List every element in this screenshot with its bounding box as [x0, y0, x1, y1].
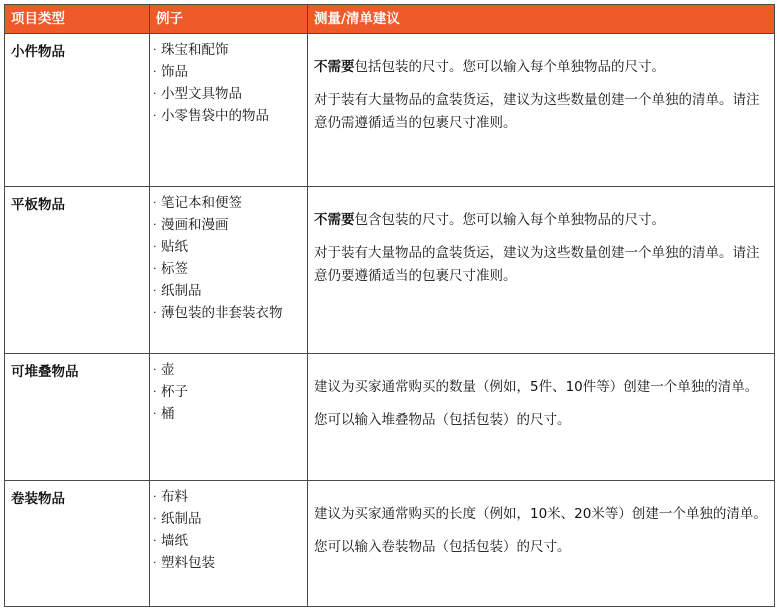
bullet-icon: · [153, 556, 157, 569]
advice-cell [308, 187, 775, 354]
table-row [5, 481, 775, 607]
bullet-icon: · [153, 512, 157, 525]
advice-paragraph: 建议为买家通常购买的数量（例如，5件、10件等）创建一个单独的清单。 [314, 379, 759, 395]
examples-cell [150, 187, 308, 354]
table-row [5, 354, 775, 481]
list-item: · 小型文具物品 [153, 83, 305, 105]
bullet-icon: · [153, 65, 157, 78]
example-list [153, 192, 305, 324]
item-type-cell: 卷装物品 [5, 481, 150, 607]
emphasis-text: 不需要 [314, 212, 355, 228]
item-type-table [4, 4, 775, 607]
list-item: · 纸制品 [153, 508, 305, 530]
examples-cell [150, 354, 308, 481]
advice-paragraph: 您可以输入堆叠物品（包括包装）的尺寸。 [314, 412, 571, 428]
bullet-icon: · [153, 407, 157, 420]
bullet-icon: · [153, 306, 157, 319]
list-item: · 薄包装的非套装衣物 [153, 302, 305, 324]
list-item: · 漫画和漫画 [153, 214, 305, 236]
list-item: · 笔记本和便签 [153, 192, 305, 214]
list-item: · 标签 [153, 258, 305, 280]
examples-cell [150, 481, 308, 607]
advice-cell [308, 481, 775, 607]
list-item: · 纸制品 [153, 280, 305, 302]
advice-cell [308, 354, 775, 481]
advice-paragraph: 不需要包括包装的尺寸。您可以输入每个单独物品的尺寸。 [314, 59, 665, 75]
bullet-icon: · [153, 262, 157, 275]
header-item-type: 项目类型 [5, 5, 150, 34]
item-type-cell: 小件物品 [5, 34, 150, 187]
bullet-icon: · [153, 363, 157, 376]
bullet-icon: · [153, 240, 157, 253]
list-item: · 贴纸 [153, 236, 305, 258]
advice-paragraph: 您可以输入卷装物品（包括包装）的尺寸。 [314, 539, 571, 555]
bullet-icon: · [153, 218, 157, 231]
advice-paragraph: 对于装有大量物品的盒装货运，建议为这些数量创建一个单独的清单。请注意仍需遵循适当的包裹尺寸准则。 [314, 92, 760, 131]
emphasis-text: 不需要 [314, 59, 355, 75]
list-item: · 杯子 [153, 381, 305, 403]
table-row [5, 187, 775, 354]
item-type-cell: 可堆叠物品 [5, 354, 150, 481]
bullet-icon: · [153, 109, 157, 122]
list-item: · 壶 [153, 359, 305, 381]
example-list [153, 359, 305, 425]
item-type-cell: 平板物品 [5, 187, 150, 354]
bullet-icon: · [153, 43, 157, 56]
examples-cell [150, 34, 308, 187]
bullet-icon: · [153, 87, 157, 100]
bullet-icon: · [153, 490, 157, 503]
list-item: · 饰品 [153, 61, 305, 83]
header-measurement-advice: 测量/清单建议 [308, 5, 775, 34]
list-item: · 桶 [153, 403, 305, 425]
list-item: · 布料 [153, 486, 305, 508]
example-list [153, 39, 305, 127]
list-item: · 塑料包装 [153, 552, 305, 574]
bullet-icon: · [153, 196, 157, 209]
bullet-icon: · [153, 534, 157, 547]
advice-paragraph: 不需要包含包装的尺寸。您可以输入每个单独物品的尺寸。 [314, 212, 665, 228]
list-item: · 墙纸 [153, 530, 305, 552]
table-row [5, 34, 775, 187]
bullet-icon: · [153, 385, 157, 398]
header-examples: 例子 [150, 5, 308, 34]
advice-paragraph: 建议为买家通常购买的长度（例如，10米、20米等）创建一个单独的清单。 [314, 506, 767, 522]
example-list [153, 486, 305, 574]
list-item: · 珠宝和配饰 [153, 39, 305, 61]
advice-paragraph: 对于装有大量物品的盒装货运，建议为这些数量创建一个单独的清单。请注意仍要遵循适当的包裹尺寸准则。 [314, 245, 760, 284]
advice-cell [308, 34, 775, 187]
table-header-row [5, 5, 775, 34]
list-item: · 小零售袋中的物品 [153, 105, 305, 127]
bullet-icon: · [153, 284, 157, 297]
